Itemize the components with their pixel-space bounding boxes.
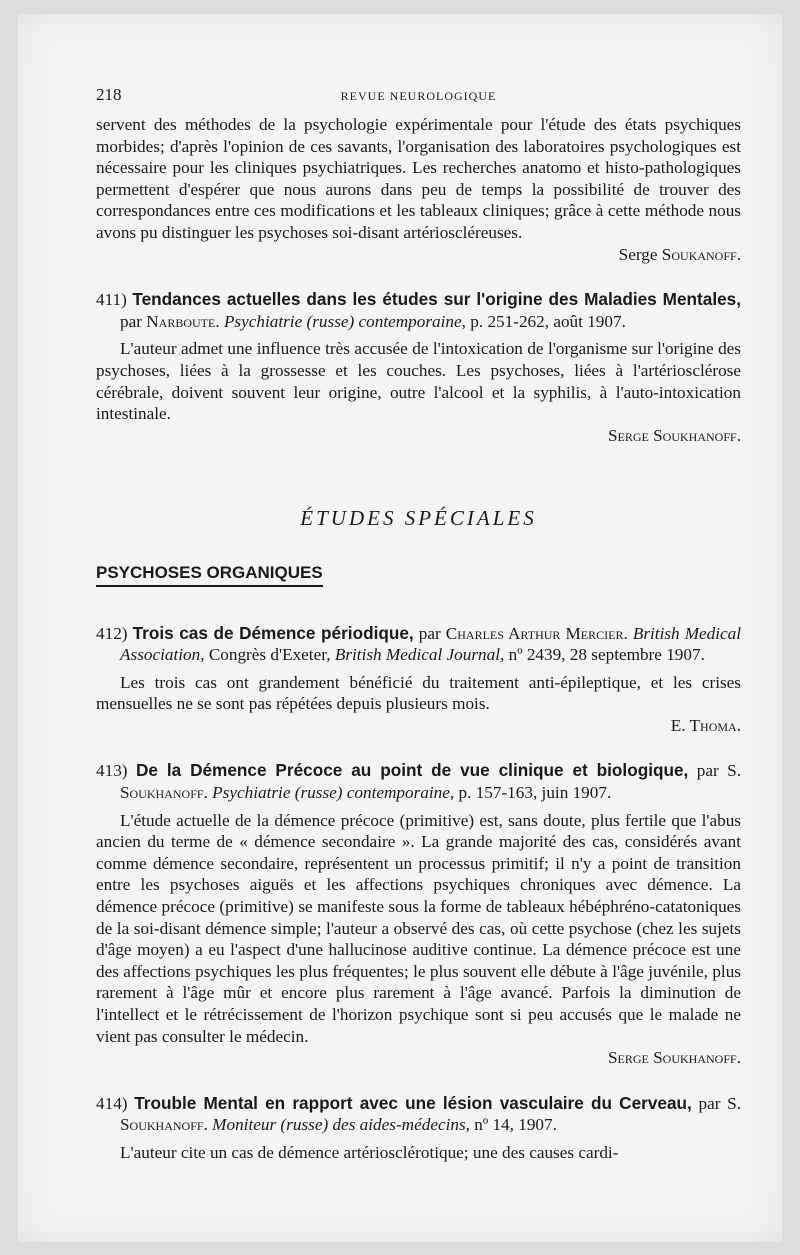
entry-body: L'auteur admet une influence très accusée de l'intoxication de l'organisme sur l'origine des psychoses, liées à la grossesse et les couches. Les psychoses, liées à l'artériosclérose cérébrale, doivent souvent leur origine, outre l'alcool et la syphilis, à l'auto-intoxication intestinale. — [96, 339, 741, 424]
entry-signature: Serge Soukhanoff. — [607, 1048, 741, 1068]
par-label: par S. — [698, 1093, 742, 1113]
entry-author: Soukhanoff. — [120, 783, 208, 803]
entry-heading — [96, 1093, 741, 1136]
entry-journal: Psychiatrie (russe) contemporaine, — [223, 311, 466, 331]
signature-first-name: Serge — [618, 244, 658, 264]
entry-journal: British Medical Association, — [120, 623, 742, 665]
entry-author: Narboute. — [146, 311, 220, 331]
entry-heading — [96, 289, 741, 332]
entry-heading — [96, 623, 741, 666]
entry-title: Tendances actuelles dans les études sur l'origine des Maladies Mentales, — [132, 289, 742, 310]
subsection-heading: PSYCHOSES ORGANIQUES — [96, 562, 323, 587]
abstract-entry-411 — [96, 289, 741, 446]
entry-journal: Moniteur (russe) des aides-médecins, — [212, 1115, 470, 1135]
page-number: 218 — [96, 85, 122, 104]
continuation-signature — [96, 244, 741, 266]
entry-number: 414) — [96, 1093, 128, 1113]
journal-header: REVUE NEUROLOGIQUE — [340, 89, 497, 103]
entry-reference: nº 14, 1907. — [474, 1115, 557, 1135]
entry-reference: p. 251-262, août 1907. — [470, 311, 626, 331]
continuation-paragraph: servent des méthodes de la psychologie expérimentale pour l'étude des états psychiques morbides; d'après l'opinion de ces savants, l'organisation des laboratoires psychologiques est nécessaire pour les cliniques psychiatriques. Les recherches anatomo et histo-pathologiques permettent d'espérer que nous aurons dans peu de temps la possibilité de trouver des correspondances entre ces modifications et les tableaux cliniques; grâce à cette méthode nous avons pu distinguer les psychoses soi-disant artérioscléreuses. — [96, 115, 741, 242]
par-label: par — [418, 623, 441, 643]
entry-number: 412) — [96, 623, 128, 643]
entry-signature: Serge Soukhanoff. — [607, 425, 741, 445]
signature-last-name: Soukanoff. — [661, 244, 741, 264]
entry-congress: Congrès d'Exeter, — [208, 645, 331, 665]
entry-body: Les trois cas ont grandement bénéficié du traitement anti-épileptique, et les crises mensuelles ne se sont pas répétées depuis plusieurs mois. — [96, 672, 741, 714]
running-header — [96, 84, 741, 106]
abstract-entry-412 — [96, 623, 741, 737]
par-label: par — [120, 311, 142, 331]
entry-number: 413) — [96, 761, 128, 781]
page-sheet — [18, 14, 782, 1242]
entry-body: L'auteur cite un cas de démence artériosclérotique; une des causes cardi- — [120, 1142, 619, 1162]
abstract-entry-413 — [96, 760, 741, 1068]
entry-title: Trois cas de Démence périodique, — [132, 622, 414, 643]
entry-author: Soukhanoff. — [120, 1115, 208, 1135]
entry-signature: E. Thoma. — [670, 715, 741, 735]
entry-reference: p. 157-163, juin 1907. — [458, 783, 612, 803]
entry-reference: nº 2439, 28 septembre 1907. — [508, 645, 705, 665]
par-label: par S. — [696, 761, 741, 781]
entry-title: De la Démence Précoce au point de vue clinique et biologique, — [135, 760, 689, 781]
entry-heading — [96, 760, 741, 803]
entry-title: Trouble Mental en rapport avec une lésion vasculaire du Cerveau, — [134, 1092, 692, 1113]
text-column — [96, 84, 741, 1164]
entry-journal: Psychiatrie (russe) contemporaine, — [212, 783, 455, 803]
abstract-entry-414 — [96, 1093, 741, 1164]
entry-number: 411) — [96, 290, 127, 310]
entry-journal-secondary: British Medical Journal, — [334, 645, 505, 665]
entry-author: Charles Arthur Mercier. — [445, 623, 628, 643]
entry-body: L'étude actuelle de la démence précoce (primitive) est, sans doute, plus fertile que l'abus ancien du terme de « démence secondaire ». La grande majorité des cas, considérés avant comme démence secondaire, représentent un processus primitif; il n'y a point de transition entre les psychoses aiguës et les affections psychiques chroniques avec démence. La démence précoce (primitive) se manifeste sous la forme de tableaux hébéphréno-catatoniques de la soi-disant démence simple; l'auteur a observé des cas, où cette psychose (chez les sujets d'âge moyen) a eu l'aspect d'une hallucinose auditive continue. La démence précoce est une des affections psychiques les plus fréquentes; le plus souvent elle débute à l'âge juvénile, plus rarement à l'âge mûr et encore plus rarement à l'âge avancé. Parfois la diminution de l'intellect et le rétrécissement de l'horizon psychique sont si peu accusés que le malade ne vient pas consulter le médecin. — [96, 810, 741, 1046]
section-title: ÉTUDES SPÉCIALES — [300, 506, 537, 531]
